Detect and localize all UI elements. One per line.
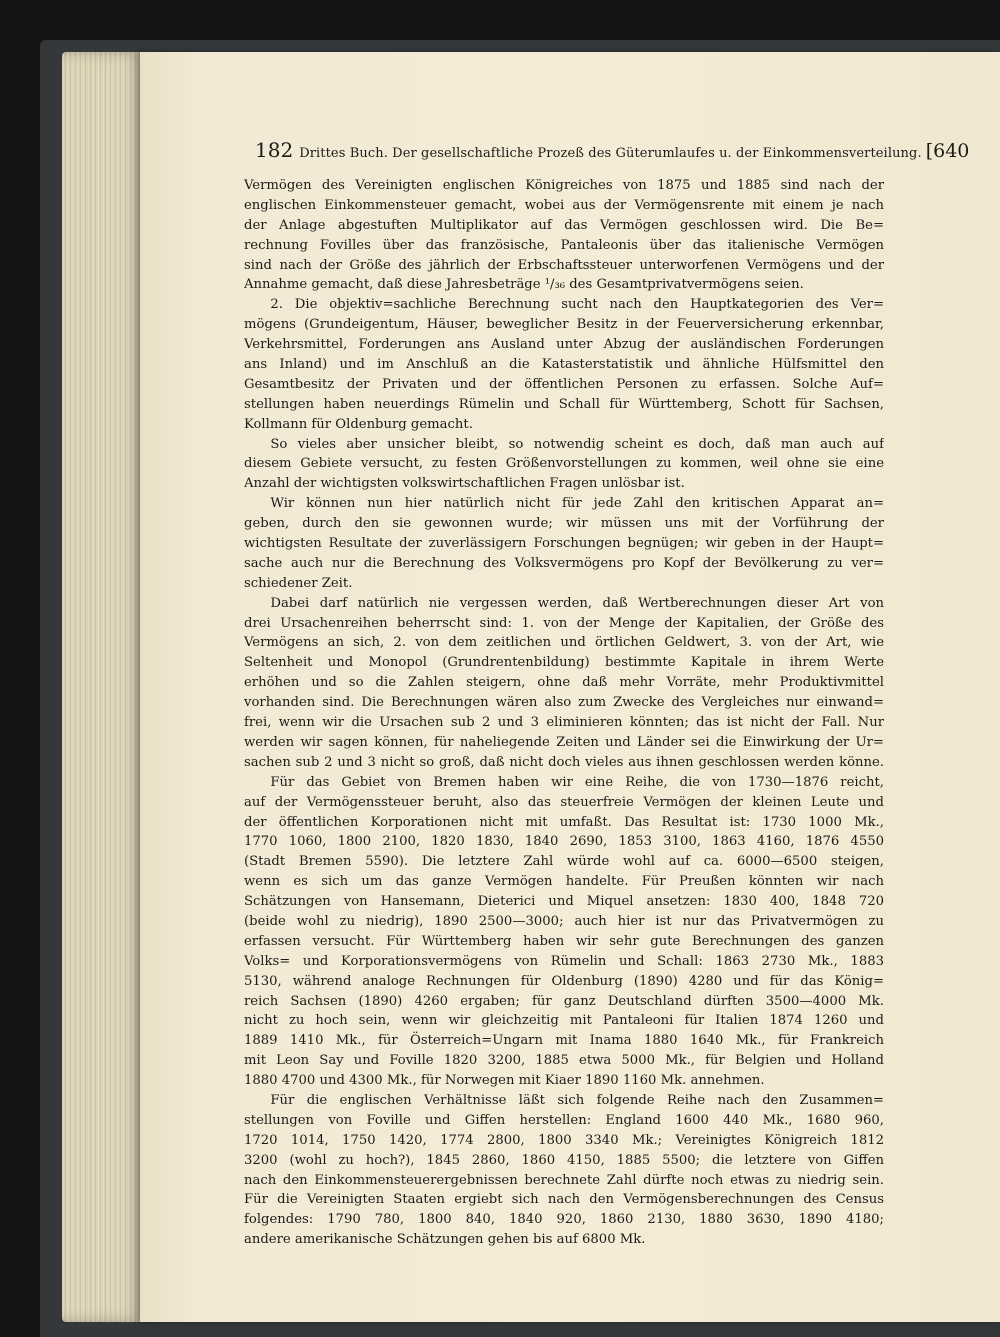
text-line: sind nach der Größe des jährlich der Erbschaftssteuer unterworfenen Vermögens und der xyxy=(244,257,884,273)
page-number: 182 xyxy=(255,138,294,162)
text-line: Seltenheit und Monopol (Grundrentenbildung) bestimmte Kapitale in ihrem Werte xyxy=(244,655,884,671)
text-line: folgendes: 1790 780, 1800 840, 1840 920, 1860 2130, 1880 3630, 1890 4180; xyxy=(244,1212,884,1228)
text-line: diesem Gebiete versucht, zu festen Größenvorstellungen zu kommen, weil ohne sie eine xyxy=(244,456,884,472)
text-line: geben, durch den sie gewonnen wurde; wir müssen uns mit der Vorführung der xyxy=(244,516,884,532)
running-title: Drittes Buch. Der gesellschaftliche Prozeß des Güterumlaufes u. der Einkommensverteilung. xyxy=(299,146,922,161)
text-line: 1889 1410 Mk., für Österreich=Ungarn mit Inama 1880 1640 Mk., für Frankreich xyxy=(244,1033,884,1049)
text-line: So vieles aber unsicher bleibt, so notwendig scheint es doch, daß man auch auf xyxy=(244,436,884,452)
text-line: nach den Einkommensteuerergebnissen berechnete Zahl dürfte noch etwas zu niedrig sein. xyxy=(244,1172,884,1188)
text-line: drei Ursachenreihen beherrscht sind: 1. von der Menge der Kapitalien, der Größe des xyxy=(244,615,884,631)
text-line: 2. Die objektiv=sachliche Berechnung sucht nach den Hauptkategorien des Ver= xyxy=(244,297,884,313)
text-line: ans Inland) und im Anschluß an die Katasterstatistik und ähnliche Hülfsmittel den xyxy=(244,357,884,373)
text-line: frei, wenn wir die Ursachen sub 2 und 3 eliminieren könnten; das ist nicht der Fall. Nur xyxy=(244,715,884,731)
text-line: wenn es sich um das ganze Vermögen handelte. Für Preußen könnten wir nach xyxy=(244,874,884,890)
text-line: werden wir sagen können, für naheliegende Zeiten und Länder sei die Einwirkung der Ur= xyxy=(244,734,884,750)
text-line: Verkehrsmittel, Forderungen ans Ausland unter Abzug der ausländischen Forderungen xyxy=(244,337,884,353)
original-page-number: [640 xyxy=(925,140,970,162)
text-line: nicht zu hoch sein, wenn wir gleichzeitig mit Pantaleoni für Italien 1874 1260 und xyxy=(244,1013,884,1029)
text-line: sachen sub 2 und 3 nicht so groß, daß nicht doch vieles aus ihnen geschlossen werden könne. xyxy=(244,754,884,770)
text-line: auf der Vermögenssteuer beruht, also das steuerfreie Vermögen der kleinen Leute und xyxy=(244,794,884,810)
text-line: Für die Vereinigten Staaten ergiebt sich nach den Vermögensberechnungen des Census xyxy=(244,1192,884,1208)
text-line: sache auch nur die Berechnung des Volksvermögens pro Kopf der Bevölkerung zu ver= xyxy=(244,555,884,571)
text-line: Gesamtbesitz der Privaten und der öffentlichen Personen zu erfassen. Solche Auf= xyxy=(244,376,884,392)
text-line: erfassen versucht. Für Württemberg haben wir sehr gute Berechnungen des ganzen xyxy=(244,933,884,949)
page-header xyxy=(255,138,970,166)
text-line: (beide wohl zu niedrig), 1890 2500—3000; auch hier ist nur das Privatvermögen zu xyxy=(244,913,884,929)
text-line: 1720 1014, 1750 1420, 1774 2800, 1800 3340 Mk.; Vereinigtes Königreich 1812 xyxy=(244,1132,884,1148)
text-line: Vermögens an sich, 2. von dem zeitlichen und örtlichen Geldwert, 3. von der Art, wie xyxy=(244,635,884,651)
text-line: reich Sachsen (1890) 4260 ergaben; für ganz Deutschland dürften 3500—4000 Mk. xyxy=(244,993,884,1009)
text-line: Anzahl der wichtigsten volkswirtschaftlichen Fragen unlösbar ist. xyxy=(244,476,685,492)
text-line: Vermögen des Vereinigten englischen Königreiches von 1875 und 1885 sind nach der xyxy=(244,178,884,193)
text-line: mögens (Grundeigentum, Häuser, beweglicher Besitz in der Feuerversicherung erkennbar, xyxy=(244,317,884,333)
text-line: Für die englischen Verhältnisse läßt sich folgende Reihe nach den Zusammen= xyxy=(244,1092,884,1108)
text-line: stellungen von Foville und Giffen herstellen: England 1600 440 Mk., 1680 960, xyxy=(244,1112,884,1128)
page-edges xyxy=(62,52,144,1322)
text-line: wichtigsten Resultate der zuverlässigern Forschungen begnügen; wir geben in der Haupt= xyxy=(244,536,884,552)
text-line: 5130, während analoge Rechnungen für Oldenburg (1890) 4280 und für das König= xyxy=(244,973,884,989)
page-body-text xyxy=(244,176,884,1250)
text-line: Kollmann für Oldenburg gemacht. xyxy=(244,416,473,432)
text-line: Für das Gebiet von Bremen haben wir eine Reihe, die von 1730—1876 reicht, xyxy=(244,774,884,790)
text-line: mit Leon Say und Foville 1820 3200, 1885 etwa 5000 Mk., für Belgien und Holland xyxy=(244,1053,884,1069)
text-line: rechnung Fovilles über das französische, Pantaleonis über das italienische Vermögen xyxy=(244,237,884,253)
text-line: (Stadt Bremen 5590). Die letztere Zahl würde wohl auf ca. 6000—6500 steigen, xyxy=(244,854,884,870)
text-line: der Anlage abgestuften Multiplikator auf das Vermögen geschlossen wird. Die Be= xyxy=(244,217,884,233)
text-line: 3200 (wohl zu hoch?), 1845 2860, 1860 4150, 1885 5500; die letztere von Giffen xyxy=(244,1152,884,1168)
text-line: vorhanden sind. Die Berechnungen wären also zum Zwecke des Vergleiches nur einwand= xyxy=(244,695,884,711)
text-line: erhöhen und so die Zahlen steigern, ohne daß mehr Vorräte, mehr Produktivmittel xyxy=(244,675,884,691)
text-line: andere amerikanische Schätzungen gehen bis auf 6800 Mk. xyxy=(244,1232,646,1248)
text-line: Volks= und Korporationsvermögens von Rümelin und Schall: 1863 2730 Mk., 1883 xyxy=(244,953,884,969)
text-line: stellungen haben neuerdings Rümelin und Schall für Württemberg, Schott für Sachsen, xyxy=(244,396,884,412)
text-line: Annahme gemacht, daß diese Jahresbeträge ¹/₃₆ des Gesamtprivatvermögens seien. xyxy=(244,277,804,293)
text-line: Dabei darf natürlich nie vergessen werden, daß Wertberechnungen dieser Art von xyxy=(244,595,884,611)
text-line: 1770 1060, 1800 2100, 1820 1830, 1840 2690, 1853 3100, 1863 4160, 1876 4550 xyxy=(244,834,884,850)
text-line: der öffentlichen Korporationen nicht mit umfaßt. Das Resultat ist: 1730 1000 Mk., xyxy=(244,814,884,830)
text-line: Schätzungen von Hansemann, Dieterici und Miquel ansetzen: 1830 400, 1848 720 xyxy=(244,894,884,910)
text-line: schiedener Zeit. xyxy=(244,575,353,591)
text-line: 1880 4700 und 4300 Mk., für Norwegen mit Kiaer 1890 1160 Mk. annehmen. xyxy=(244,1073,765,1089)
text-line: englischen Einkommensteuer gemacht, wobei aus der Vermögensrente mit einem je nach xyxy=(244,197,884,213)
text-line: Wir können nun hier natürlich nicht für jede Zahl den kritischen Apparat an= xyxy=(244,496,884,512)
